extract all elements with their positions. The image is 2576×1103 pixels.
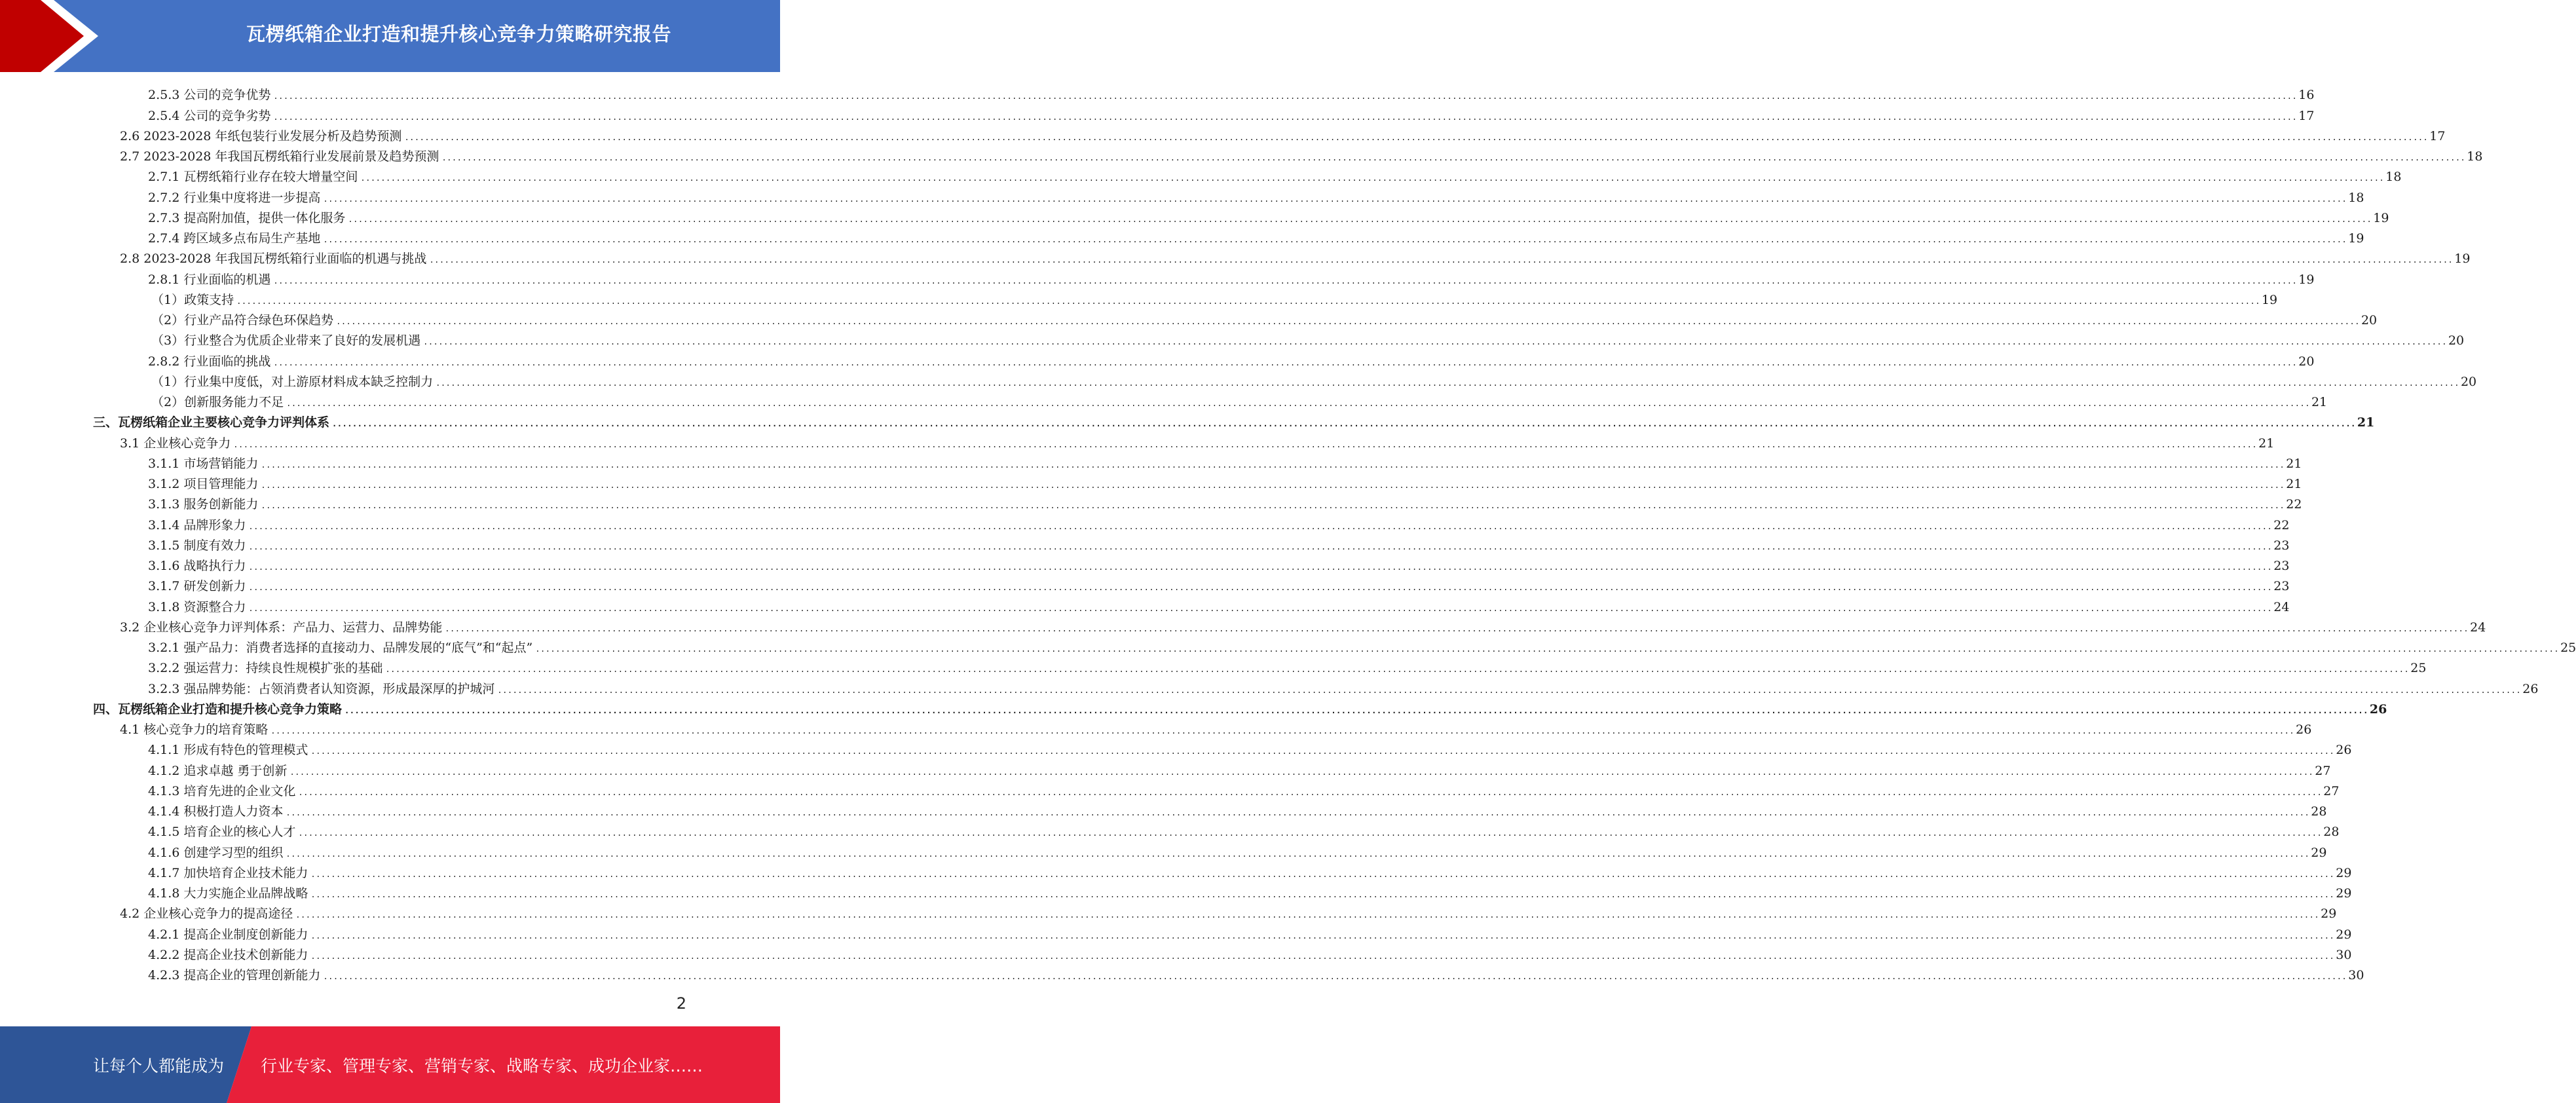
toc-entry[interactable]: [93, 493, 2302, 514]
toc-page-number: 19: [2373, 210, 2389, 225]
toc-entry-title: 4.2.1 提高企业制度创新能力: [148, 927, 308, 942]
toc-entry-title: 3.2.1 强产品力：消费者选择的直接动力、品牌发展的“底气”和“起点”: [148, 641, 533, 655]
toc-entry-title: 2.8.1 行业面临的机遇: [148, 272, 271, 287]
toc-dot-leader: ................................................................................................................................................................................................................................................................................................................................................................................................................: [298, 787, 2323, 797]
toc-page-number: 23: [2273, 538, 2290, 553]
toc-dot-leader: ................................................................................................................................................................................................................................................................................................................................................................................................................: [336, 317, 2360, 326]
toc-dot-leader: ................................................................................................................................................................................................................................................................................................................................................................................................................: [345, 705, 2368, 715]
toc-entry[interactable]: [93, 207, 2389, 227]
toc-entry[interactable]: [93, 964, 2364, 984]
toc-entry-title: 2.7 2023-2028 年我国瓦楞纸箱行业发展前景及趋势预测: [120, 149, 439, 164]
toc-dot-leader: ................................................................................................................................................................................................................................................................................................................................................................................................................: [248, 542, 2273, 552]
toc-entry[interactable]: [93, 903, 2337, 923]
toc-dot-leader: ................................................................................................................................................................................................................................................................................................................................................................................................................: [497, 685, 2522, 695]
toc-dot-leader: ................................................................................................................................................................................................................................................................................................................................................................................................................: [236, 296, 2260, 306]
toc-entry-title: 4.1 核心竞争力的培育策略: [120, 722, 269, 737]
toc-page-number: 25: [2410, 661, 2427, 676]
toc-entry-title: 4.1.1 形成有特色的管理模式: [148, 743, 308, 758]
toc-page-number: 21: [2286, 456, 2302, 471]
toc-dot-leader: ................................................................................................................................................................................................................................................................................................................................................................................................................: [310, 890, 2335, 899]
toc-entry[interactable]: [93, 289, 2278, 309]
toc-dot-leader: ................................................................................................................................................................................................................................................................................................................................................................................................................: [323, 235, 2347, 244]
toc-dot-leader: ................................................................................................................................................................................................................................................................................................................................................................................................................: [286, 849, 2310, 859]
toc-page-number: 17: [2429, 128, 2446, 143]
toc-entry-title: 3.1.2 项目管理能力: [148, 477, 259, 491]
toc-page-number: 20: [2298, 354, 2315, 369]
toc-dot-leader: ................................................................................................................................................................................................................................................................................................................................................................................................................: [310, 931, 2335, 941]
toc-dot-leader: ................................................................................................................................................................................................................................................................................................................................................................................................................: [273, 92, 2298, 102]
toc-entry[interactable]: [93, 698, 2387, 719]
toc-entry[interactable]: [93, 780, 2340, 800]
toc-dot-leader: ................................................................................................................................................................................................................................................................................................................................................................................................................: [286, 399, 2310, 408]
toc-page-number: 28: [2311, 804, 2327, 819]
toc-entry[interactable]: [93, 84, 2315, 104]
toc-page-number: 17: [2298, 108, 2315, 123]
toc-dot-leader: ................................................................................................................................................................................................................................................................................................................................................................................................................: [332, 419, 2356, 429]
toc-dot-leader: ................................................................................................................................................................................................................................................................................................................................................................................................................: [323, 972, 2347, 981]
toc-entry-title: 4.2.2 提高企业技术创新能力: [148, 947, 308, 962]
toc-dot-leader: ................................................................................................................................................................................................................................................................................................................................................................................................................: [298, 829, 2323, 838]
toc-entry[interactable]: [93, 411, 2375, 432]
toc-dot-leader: ................................................................................................................................................................................................................................................................................................................................................................................................................: [323, 194, 2347, 204]
toc-dot-leader: ................................................................................................................................................................................................................................................................................................................................................................................................................: [295, 910, 2320, 920]
toc-entry-title: 2.7.3 提高附加值，提供一体化服务: [148, 210, 346, 225]
toc-dot-leader: ................................................................................................................................................................................................................................................................................................................................................................................................................: [310, 747, 2335, 757]
toc-dot-leader: ................................................................................................................................................................................................................................................................................................................................................................................................................: [261, 481, 2285, 490]
toc-entry[interactable]: [93, 125, 2446, 145]
toc-entry-title: 2.7.1 瓦楞纸箱行业存在较大增量空间: [148, 170, 358, 185]
toc-entry-title: （2）行业产品符合绿色环保趋势: [151, 313, 334, 327]
toc-page-number: 18: [2467, 149, 2483, 164]
toc-entry[interactable]: [93, 657, 2427, 677]
toc-entry[interactable]: [93, 677, 2539, 698]
toc-dot-leader: ................................................................................................................................................................................................................................................................................................................................................................................................................: [385, 665, 2410, 675]
toc-dot-leader: ................................................................................................................................................................................................................................................................................................................................................................................................................: [248, 603, 2273, 613]
toc-page-number: 21: [2286, 477, 2302, 491]
toc-page-number: 18: [2348, 190, 2364, 205]
toc-entry[interactable]: [93, 268, 2315, 288]
page-header: [0, 0, 780, 72]
toc-entry-title: 2.5.4 公司的竞争劣势: [148, 108, 271, 123]
toc-dot-leader: ................................................................................................................................................................................................................................................................................................................................................................................................................: [286, 808, 2310, 817]
toc-entry[interactable]: [93, 800, 2327, 821]
toc-entry[interactable]: [93, 453, 2302, 473]
toc-page-number: 29: [2336, 886, 2352, 901]
toc-page-number: 23: [2273, 579, 2290, 594]
toc-entry[interactable]: [93, 944, 2352, 964]
toc-entry[interactable]: [93, 227, 2364, 248]
toc-entry-title: 4.1.5 培育企业的核心人才: [148, 825, 296, 840]
toc-entry[interactable]: [93, 739, 2352, 759]
toc-page-number: 25: [2560, 641, 2576, 655]
toc-entry-title: 3.2.2 强运营力：持续良性规模扩张的基础: [148, 661, 383, 676]
toc-entry-title: 3.1.6 战略执行力: [148, 559, 246, 573]
toc-entry[interactable]: [93, 514, 2290, 534]
toc-page-number: 22: [2286, 497, 2302, 512]
toc-entry[interactable]: [93, 248, 2471, 268]
toc-page-number: 22: [2273, 517, 2290, 533]
toc-entry[interactable]: [93, 371, 2477, 391]
toc-entry[interactable]: [93, 821, 2340, 841]
toc-dot-leader: ................................................................................................................................................................................................................................................................................................................................................................................................................: [273, 112, 2298, 122]
toc-dot-leader: ................................................................................................................................................................................................................................................................................................................................................................................................................: [273, 358, 2298, 367]
toc-dot-leader: ................................................................................................................................................................................................................................................................................................................................................................................................................: [261, 501, 2285, 511]
toc-page-number: 19: [2454, 252, 2471, 267]
toc-entry-title: （1）行业集中度低，对上游原材料成本缺乏控制力: [151, 374, 434, 389]
toc-entry[interactable]: [93, 104, 2315, 124]
toc-dot-leader: ................................................................................................................................................................................................................................................................................................................................................................................................................: [310, 951, 2335, 961]
toc-entry-title: 3.1 企业核心竞争力: [120, 436, 231, 451]
toc-entry[interactable]: [93, 575, 2290, 595]
page-footer: [0, 1026, 780, 1103]
toc-entry-title: 4.2.3 提高企业的管理创新能力: [148, 968, 321, 982]
toc-entry[interactable]: [93, 309, 2378, 329]
toc-page-number: 21: [2357, 415, 2375, 430]
toc-entry[interactable]: [93, 923, 2352, 943]
toc-dot-leader: ................................................................................................................................................................................................................................................................................................................................................................................................................: [360, 174, 2385, 183]
toc-entry-title: 4.1.4 积极打造人力资本: [148, 804, 284, 819]
toc-dot-leader: ................................................................................................................................................................................................................................................................................................................................................................................................................: [445, 624, 2469, 633]
toc-page-number: 21: [2311, 395, 2328, 409]
footer-slogan-left: 让每个人都能成为: [93, 1056, 225, 1075]
toc-page-number: 24: [2273, 599, 2290, 614]
toc-entry-title: 4.1.8 大力实施企业品牌战略: [148, 886, 308, 901]
toc-page-number: 19: [2298, 272, 2315, 287]
toc-page-number: 28: [2323, 825, 2340, 840]
toc-dot-leader: ................................................................................................................................................................................................................................................................................................................................................................................................................: [233, 439, 2258, 449]
toc-entry[interactable]: [93, 637, 2576, 657]
toc-entry[interactable]: [93, 882, 2352, 903]
toc-entry[interactable]: [93, 473, 2302, 493]
toc-entry-title: 2.7.4 跨区域多点布局生产基地: [148, 231, 321, 246]
toc-entry-title: 3.1.4 品牌形象力: [148, 517, 246, 533]
toc-dot-leader: ................................................................................................................................................................................................................................................................................................................................................................................................................: [271, 726, 2295, 736]
toc-entry-title: 2.7.2 行业集中度将进一步提高: [148, 190, 321, 205]
toc-entry[interactable]: [93, 329, 2465, 350]
toc-dot-leader: ................................................................................................................................................................................................................................................................................................................................................................................................................: [404, 132, 2429, 142]
toc-page-number: 20: [2460, 374, 2477, 389]
toc-dot-leader: ................................................................................................................................................................................................................................................................................................................................................................................................................: [248, 583, 2273, 593]
toc-entry[interactable]: [93, 759, 2331, 779]
toc-page-number: 26: [2369, 701, 2387, 717]
toc-entry-title: （2）创新服务能力不足: [151, 395, 284, 409]
toc-entry[interactable]: [93, 862, 2352, 882]
toc-entry[interactable]: [93, 595, 2290, 616]
toc-entry-title: 3.1.8 资源整合力: [148, 599, 246, 614]
toc-dot-leader: ................................................................................................................................................................................................................................................................................................................................................................................................................: [441, 153, 2466, 162]
toc-entry-title: 4.1.2 追求卓越 勇于创新: [148, 763, 288, 778]
toc-entry-title: 2.5.3 公司的竞争优势: [148, 88, 271, 103]
toc-dot-leader: ................................................................................................................................................................................................................................................................................................................................................................................................................: [436, 378, 2459, 388]
toc-entry-title: （1）政策支持: [151, 292, 234, 307]
toc-entry-title: 3.1.5 制度有效力: [148, 538, 246, 553]
toc-page-number: 27: [2323, 783, 2340, 798]
toc-dot-leader: ................................................................................................................................................................................................................................................................................................................................................................................................................: [423, 337, 2447, 347]
toc-entry-title: 3.1.7 研发创新力: [148, 579, 246, 594]
toc-dot-leader: ................................................................................................................................................................................................................................................................................................................................................................................................................: [289, 767, 2314, 777]
toc-dot-leader: ................................................................................................................................................................................................................................................................................................................................................................................................................: [429, 255, 2454, 265]
toc-entry-title: 4.1.6 创建学习型的组织: [148, 845, 284, 860]
toc-page-number: 24: [2470, 620, 2486, 635]
toc-entry[interactable]: [93, 432, 2275, 452]
toc-page-number: 30: [2348, 968, 2364, 982]
toc-page-number: 29: [2336, 865, 2352, 880]
toc-entry[interactable]: [93, 719, 2312, 739]
toc-dot-leader: ................................................................................................................................................................................................................................................................................................................................................................................................................: [535, 645, 2560, 654]
toc-dot-leader: ................................................................................................................................................................................................................................................................................................................................................................................................................: [310, 869, 2335, 879]
toc-entry[interactable]: [93, 186, 2364, 206]
toc-entry-title: 4.2 企业核心竞争力的提高途径: [120, 907, 293, 922]
toc-entry-title: 4.1.3 培育先进的企业文化: [148, 783, 296, 798]
toc-entry[interactable]: [93, 145, 2483, 166]
toc-page-number: 29: [2336, 927, 2352, 942]
toc-page-number: 23: [2273, 559, 2290, 573]
toc-entry-title: 4.1.7 加快培育企业技术能力: [148, 865, 308, 880]
table-of-contents: [93, 84, 2576, 984]
toc-entry[interactable]: [93, 350, 2315, 370]
toc-entry[interactable]: [93, 555, 2290, 575]
toc-page-number: 30: [2336, 947, 2352, 962]
toc-page-number: 16: [2298, 88, 2315, 103]
toc-entry[interactable]: [93, 166, 2402, 186]
toc-entry-title: （3）行业整合为优质企业带来了良好的发展机遇: [151, 333, 421, 348]
toc-entry-title: 三、瓦楞纸箱企业主要核心竞争力评判体系: [93, 415, 330, 430]
toc-page-number: 20: [2448, 333, 2465, 348]
toc-entry-title: 2.6 2023-2028 年纸包装行业发展分析及趋势预测: [120, 128, 402, 143]
toc-page-number: 19: [2348, 231, 2364, 246]
toc-page-number: 21: [2258, 436, 2275, 451]
toc-page-number: 27: [2315, 763, 2331, 778]
toc-entry-title: 3.1.3 服务创新能力: [148, 497, 259, 512]
toc-page-number: 29: [2321, 907, 2337, 922]
toc-entry-title: 四、瓦楞纸箱企业打造和提升核心竞争力策略: [93, 701, 343, 717]
toc-dot-leader: ................................................................................................................................................................................................................................................................................................................................................................................................................: [348, 214, 2372, 224]
toc-entry[interactable]: [93, 391, 2328, 411]
toc-entry-title: 2.8 2023-2028 年我国瓦楞纸箱行业面临的机遇与挑战: [120, 252, 427, 267]
report-title: 瓦楞纸箱企业打造和提升核心竞争力策略研究报告: [246, 22, 671, 45]
toc-dot-leader: ................................................................................................................................................................................................................................................................................................................................................................................................................: [261, 460, 2285, 470]
toc-page-number: 26: [2522, 681, 2539, 696]
toc-page-number: 26: [2336, 743, 2352, 758]
toc-entry-title: 3.1.1 市场营销能力: [148, 456, 259, 471]
toc-page-number: 20: [2361, 313, 2378, 327]
toc-entry-title: 3.2.3 强品牌势能：占领消费者认知资源，形成最深厚的护城河: [148, 681, 495, 696]
toc-entry[interactable]: [93, 616, 2486, 637]
page-number: 2: [676, 994, 686, 1013]
toc-dot-leader: ................................................................................................................................................................................................................................................................................................................................................................................................................: [273, 276, 2298, 286]
toc-page-number: 19: [2261, 292, 2278, 307]
toc-page-number: 26: [2296, 722, 2312, 737]
toc-entry[interactable]: [93, 841, 2327, 861]
toc-dot-leader: ................................................................................................................................................................................................................................................................................................................................................................................................................: [248, 563, 2273, 572]
toc-dot-leader: ................................................................................................................................................................................................................................................................................................................................................................................................................: [248, 521, 2273, 531]
footer-slogan-right: 行业专家、管理专家、营销专家、战略专家、成功企业家……: [261, 1056, 703, 1075]
toc-entry[interactable]: [93, 534, 2290, 555]
toc-page-number: 29: [2311, 845, 2327, 860]
toc-entry-title: 2.8.2 行业面临的挑战: [148, 354, 271, 369]
toc-page-number: 18: [2385, 170, 2402, 185]
toc-entry-title: 3.2 企业核心竞争力评判体系：产品力、运营力、品牌势能: [120, 620, 443, 635]
